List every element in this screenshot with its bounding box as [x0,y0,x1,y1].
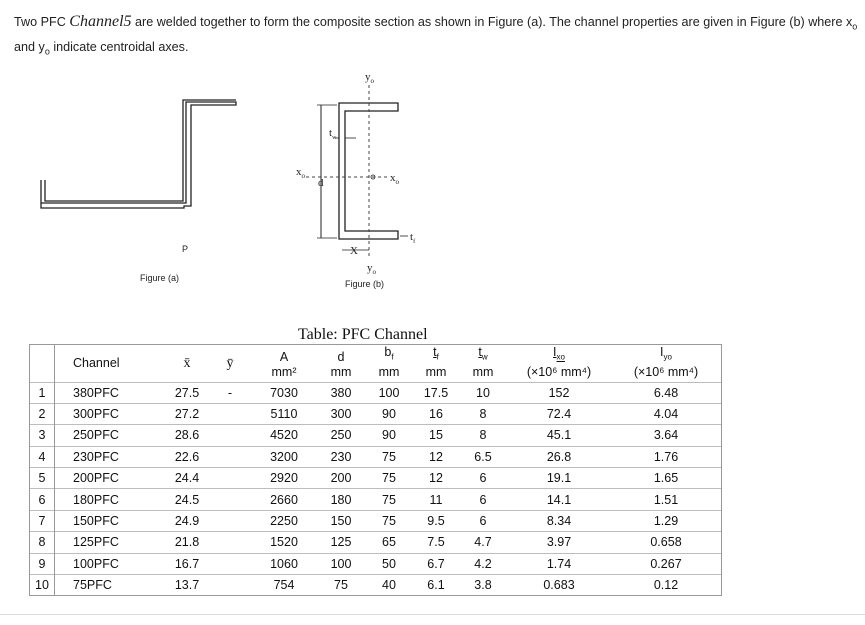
figure-b-caption: Figure (b) [345,279,385,289]
ybar-value [209,425,251,446]
point-p-label: P [182,244,189,254]
ybar-value [209,489,251,510]
channel-name: 250PFC [55,425,166,446]
ybar-value [209,553,251,574]
depth-unit: mm [330,364,352,379]
area-unit: mm² [271,364,297,379]
row-index: 9 [30,553,55,574]
xbar-label: X [350,245,358,257]
area-value: 2250 [251,510,317,531]
channel-name: 230PFC [55,446,166,467]
xo-left-label: $x_o$ [296,166,305,180]
iyo-unit: (×10⁶ mm⁴) [633,364,699,379]
tw-value: 8 [459,425,507,446]
intro-sub-1: o [852,21,858,32]
iyo-value: 1.29 [611,510,721,531]
intro-text-2: are welded together to form the composite section as shown in Figure (a). The channel properties are given in Figure (b) where x [131,15,853,29]
figures [0,60,500,300]
xbar-value: 21.8 [165,532,209,553]
depth-value: 75 [317,575,365,596]
iyo-value: 4.04 [611,403,721,424]
bf-value: 75 [365,468,413,489]
channel-name: 380PFC [55,382,166,403]
iyo-value: 0.658 [611,532,721,553]
ybar-header: ȳ [226,355,234,371]
row-index: 3 [30,425,55,446]
ixo-value: 45.1 [507,425,611,446]
tf-header: $t_f$ [433,345,439,362]
depth-value: 125 [317,532,365,553]
tw-value: 6 [459,489,507,510]
ixo-value: 8.34 [507,510,611,531]
yo-bottom-label: $y_o$ [367,262,376,276]
row-index: 6 [30,489,55,510]
iyo-header: $I_{yo}$ [660,345,672,362]
row-index: 7 [30,510,55,531]
intro-text-1: Two PFC [14,15,70,29]
iyo-value: 0.12 [611,575,721,596]
table-row [30,382,721,403]
area-value: 5110 [251,403,317,424]
tf-value: 15 [413,425,459,446]
row-index: 2 [30,403,55,424]
intro-text-3: and y [14,39,45,54]
channel-header: Channel [73,355,120,370]
table-row [30,532,721,553]
table-row [30,446,721,467]
channel-name: 200PFC [55,468,166,489]
table-row [30,553,721,574]
ybar-value [209,575,251,596]
tf-label: $t_f$ [410,231,416,245]
bf-value: 90 [365,403,413,424]
row-index: 8 [30,532,55,553]
row-index: 10 [30,575,55,596]
tf-value: 7.5 [413,532,459,553]
iyo-value: 1.65 [611,468,721,489]
ybar-value [209,510,251,531]
bf-unit: mm [378,364,400,379]
table-row [30,403,721,424]
depth-header: d [337,349,345,364]
channel-name: 300PFC [55,403,166,424]
depth-value: 380 [317,382,365,403]
bf-value: 40 [365,575,413,596]
ybar-value [209,468,251,489]
bf-header: $b_f$ [384,345,394,362]
composite-inner-line [45,100,236,201]
intro-italic: Channel5 [69,13,132,30]
xbar-header: x̄ [183,355,191,371]
bf-value: 90 [365,425,413,446]
table-row [30,489,721,510]
ybar-value [209,532,251,553]
iyo-value: 6.48 [611,382,721,403]
ybar-value [209,446,251,467]
channel-name: 100PFC [55,553,166,574]
pfc-properties-table [30,345,721,595]
bottom-divider [0,614,865,615]
channel-name: 180PFC [55,489,166,510]
ixo-value: 26.8 [507,446,611,467]
tw-value: 3.8 [459,575,507,596]
depth-value: 250 [317,425,365,446]
yo-top-label: $y_o$ [365,71,374,85]
tw-label: $t_w$ [329,127,337,141]
xbar-value: 22.6 [165,446,209,467]
area-value: 7030 [251,382,317,403]
ybar-value: - [209,382,251,403]
row-index: 5 [30,468,55,489]
tw-value: 4.2 [459,553,507,574]
xbar-value: 13.7 [165,575,209,596]
area-value: 2920 [251,468,317,489]
tf-value: 16 [413,403,459,424]
area-header: A [279,349,289,364]
index-header [30,345,55,382]
ixo-value: 0.683 [507,575,611,596]
xbar-value: 24.9 [165,510,209,531]
figure-a [41,100,236,208]
xo-right-label: $x_o$ [390,172,399,186]
table-row [30,510,721,531]
area-value: 1060 [251,553,317,574]
xbar-value: 24.5 [165,489,209,510]
tw-value: 8 [459,403,507,424]
row-index: 4 [30,446,55,467]
channel-name: 75PFC [55,575,166,596]
tw-unit: mm [472,364,494,379]
xbar-value: 28.6 [165,425,209,446]
depth-value: 180 [317,489,365,510]
tf-unit: mm [425,364,447,379]
tw-value: 6.5 [459,446,507,467]
ixo-header: $I_{xo}$ [553,345,565,362]
tw-header: $t_w$ [478,345,488,362]
bf-value: 75 [365,446,413,467]
tw-value: 6 [459,468,507,489]
area-value: 2660 [251,489,317,510]
row-index: 1 [30,382,55,403]
xbar-value: 24.4 [165,468,209,489]
area-value: 754 [251,575,317,596]
bf-value: 75 [365,489,413,510]
d-label: d [318,177,324,189]
tf-value: 12 [413,446,459,467]
channel-name: 150PFC [55,510,166,531]
table-row [30,425,721,446]
tf-value: 17.5 [413,382,459,403]
intro-text-4: indicate centroidal axes. [49,39,189,54]
ixo-value: 152 [507,382,611,403]
intro-sub-2: o [44,46,50,57]
depth-value: 100 [317,553,365,574]
bf-value: 100 [365,382,413,403]
tf-value: 9.5 [413,510,459,531]
tf-value: 11 [413,489,459,510]
depth-value: 300 [317,403,365,424]
iyo-value: 0.267 [611,553,721,574]
area-value: 3200 [251,446,317,467]
depth-value: 200 [317,468,365,489]
bf-value: 50 [365,553,413,574]
ixo-value: 14.1 [507,489,611,510]
problem-statement [14,12,859,61]
iyo-value: 1.51 [611,489,721,510]
ixo-unit: (×10⁶ mm⁴) [526,364,592,379]
area-value: 1520 [251,532,317,553]
table-row [30,468,721,489]
composite-section-outline [41,102,236,208]
tf-value: 6.7 [413,553,459,574]
channel-name: 125PFC [55,532,166,553]
figure-a-caption: Figure (a) [140,273,180,283]
ixo-value: 3.97 [507,532,611,553]
iyo-value: 1.76 [611,446,721,467]
ixo-value: 19.1 [507,468,611,489]
tw-value: 10 [459,382,507,403]
depth-value: 150 [317,510,365,531]
ixo-value: 1.74 [507,553,611,574]
xbar-value: 16.7 [165,553,209,574]
bf-value: 65 [365,532,413,553]
table-row [30,575,721,596]
xbar-value: 27.2 [165,403,209,424]
depth-value: 230 [317,446,365,467]
iyo-value: 3.64 [611,425,721,446]
bf-value: 75 [365,510,413,531]
tw-value: 6 [459,510,507,531]
tw-value: 4.7 [459,532,507,553]
area-value: 4520 [251,425,317,446]
ybar-value [209,403,251,424]
tf-value: 12 [413,468,459,489]
table-header-row [30,345,721,365]
table-caption: Table: PFC Channel [298,326,428,343]
tf-value: 6.1 [413,575,459,596]
ixo-value: 72.4 [507,403,611,424]
xbar-value: 27.5 [165,382,209,403]
